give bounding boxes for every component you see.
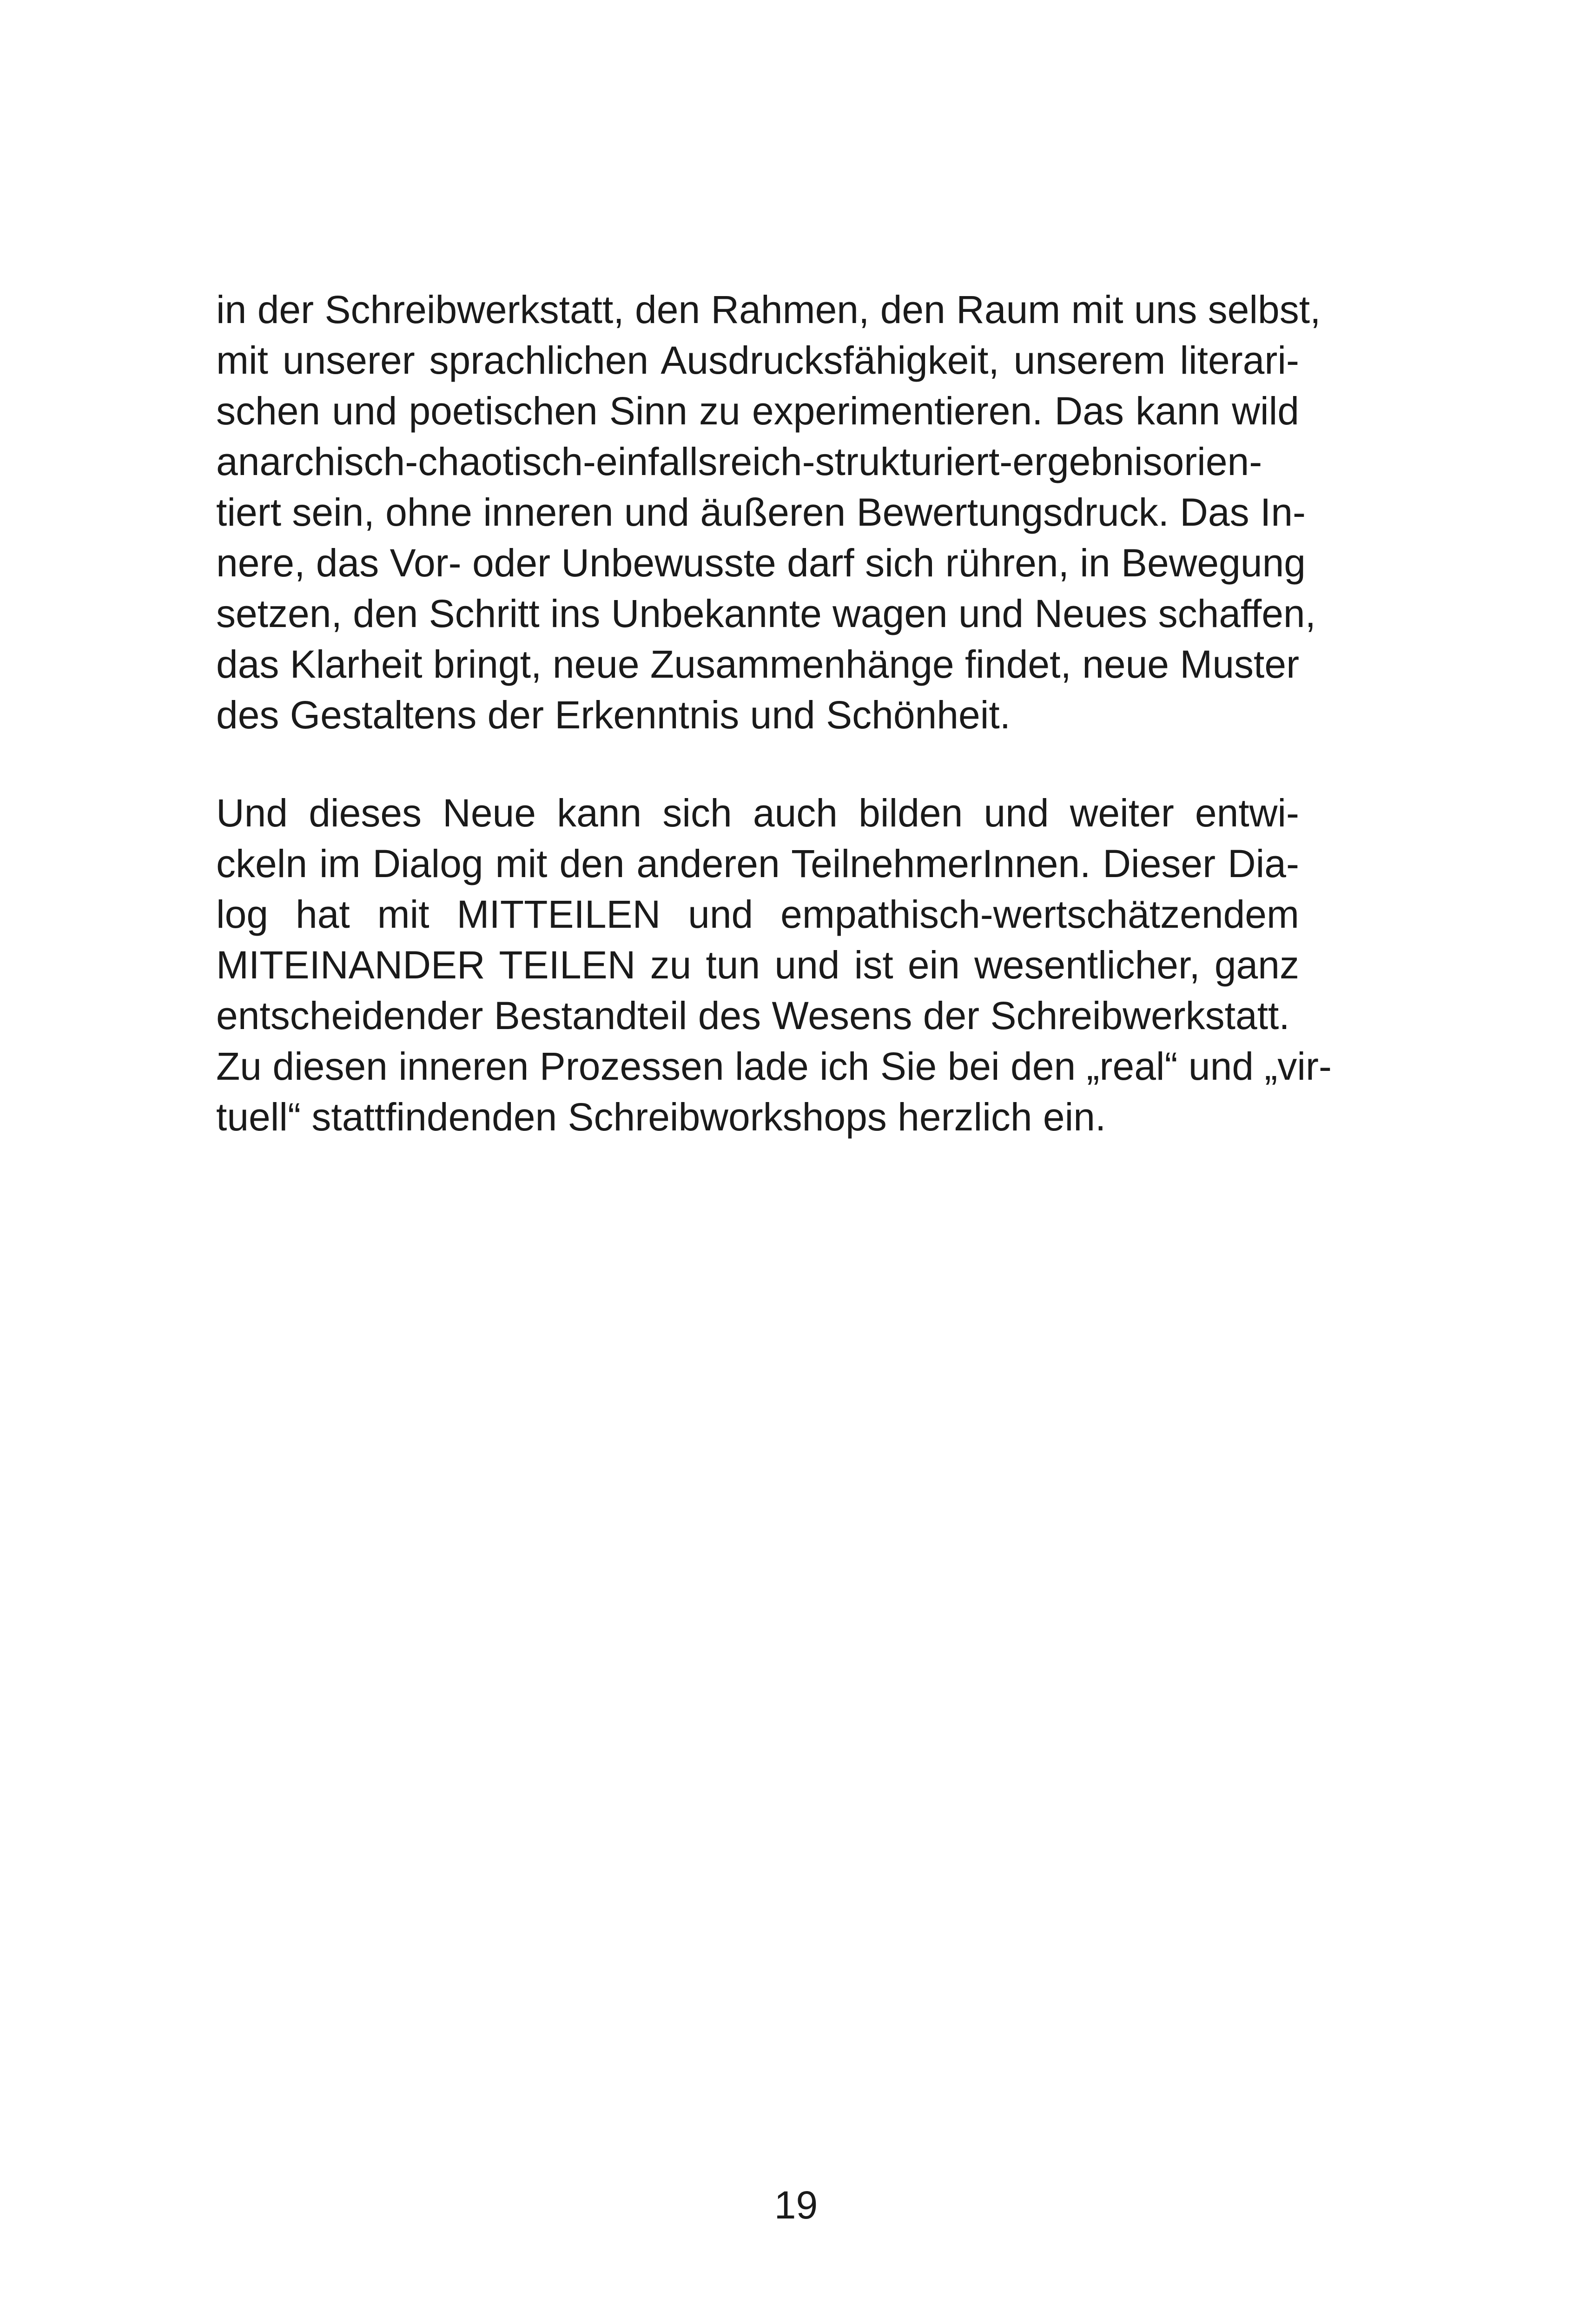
paragraph-line: entscheidender Bestandteil des Wesens der Schreibwerkstatt. bbox=[216, 994, 1290, 1037]
paragraph-line: schen und poetischen Sinn zu experimentieren. Das kann wild bbox=[216, 389, 1299, 433]
paragraph-line: MITEINANDER TEILEN zu tun und ist ein wesentlicher, ganz bbox=[216, 943, 1299, 987]
paragraph-1 bbox=[216, 284, 1321, 740]
paragraph-line: setzen, den Schritt ins Unbekannte wagen und Neues schaffen, bbox=[216, 592, 1316, 635]
paragraph-line: ckeln im Dialog mit den anderen TeilnehmerInnen. Dieser Dia- bbox=[216, 842, 1299, 885]
paragraph-line: mit unserer sprachlichen Ausdrucksfähigkeit, unserem literari- bbox=[216, 338, 1299, 382]
paragraph-line: das Klarheit bringt, neue Zusammenhänge findet, neue Muster bbox=[216, 642, 1300, 686]
paragraph-line: nere, das Vor- oder Unbewusste darf sich rühren, in Bewegung bbox=[216, 541, 1306, 585]
paragraph-line: tuell“ stattfindenden Schreibworkshops herzlich ein. bbox=[216, 1095, 1106, 1139]
paragraph-line: log hat mit MITTEILEN und empathisch-wertschätzendem bbox=[216, 892, 1299, 936]
paragraph-line: anarchisch-chaotisch-einfallsreich-strukturiert-ergebnisorien- bbox=[216, 440, 1262, 483]
paragraph-line: Und dieses Neue kann sich auch bilden und weiter entwi- bbox=[216, 791, 1299, 835]
paragraph-line: des Gestaltens der Erkenntnis und Schönheit. bbox=[216, 693, 1011, 737]
paragraph-2 bbox=[216, 788, 1332, 1142]
paragraph-line: tiert sein, ohne inneren und äußeren Bewertungsdruck. Das In- bbox=[216, 490, 1306, 534]
paragraph-line: in der Schreibwerkstatt, den Rahmen, den Raum mit uns selbst, bbox=[216, 288, 1321, 331]
page-number: 19 bbox=[774, 2183, 818, 2227]
paragraph-line: Zu diesen inneren Prozessen lade ich Sie bei den „real“ und „vir- bbox=[216, 1044, 1332, 1088]
